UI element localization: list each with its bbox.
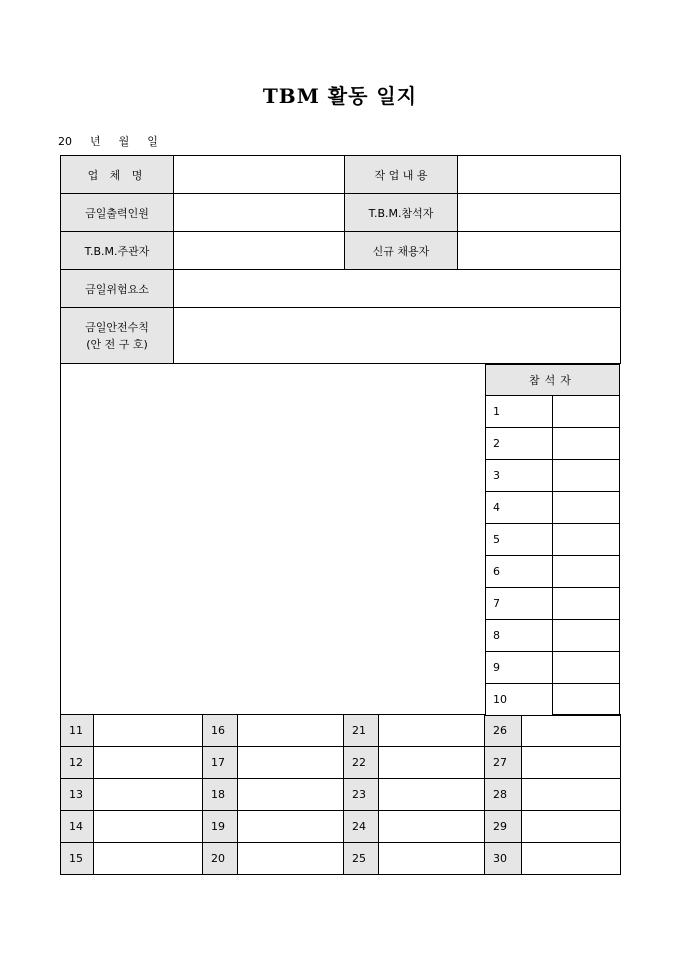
attendee-name-field[interactable] [94, 747, 203, 779]
attendee-name-field[interactable] [553, 428, 620, 460]
attendees-table [485, 364, 620, 716]
attendee-name-field[interactable] [553, 684, 620, 716]
date-month-label: 월 [118, 135, 130, 148]
attendee-name-field[interactable] [238, 747, 344, 779]
attendee-name-field[interactable] [522, 811, 621, 843]
attendee-name-field[interactable] [522, 843, 621, 875]
attendee-name-field[interactable] [553, 396, 620, 428]
attendee-name-field[interactable] [238, 811, 344, 843]
attendee-number: 16 [203, 715, 238, 747]
attendee-name-field[interactable] [94, 811, 203, 843]
risk-factors-label: 금일위험요소 [61, 270, 174, 308]
safety-rules-field[interactable] [174, 308, 621, 364]
attendee-number: 5 [486, 524, 553, 556]
attendee-name-field[interactable] [379, 811, 485, 843]
attendee-number: 6 [486, 556, 553, 588]
attendee-number: 13 [61, 779, 94, 811]
attendee-number: 11 [61, 715, 94, 747]
attendee-name-field[interactable] [94, 779, 203, 811]
attendee-name-field[interactable] [553, 492, 620, 524]
attendee-row [486, 556, 620, 588]
new-hire-label: 신규 채용자 [345, 232, 458, 270]
attendee-row [486, 652, 620, 684]
attendee-row [486, 428, 620, 460]
attendee-name-field[interactable] [553, 524, 620, 556]
attendee-name-field[interactable] [553, 460, 620, 492]
tbm-attendees-label: T.B.M.참석자 [345, 194, 458, 232]
attendee-number: 30 [485, 843, 522, 875]
attendee-name-field[interactable] [379, 715, 485, 747]
date-year-label: 년 [90, 135, 101, 148]
attendee-number: 20 [203, 843, 238, 875]
header-table [60, 155, 621, 364]
attendee-number: 29 [485, 811, 522, 843]
page-title: TBM 활동 일지 [262, 84, 418, 108]
attendee-name-field[interactable] [238, 715, 344, 747]
attendee-number: 8 [486, 620, 553, 652]
attendee-number: 17 [203, 747, 238, 779]
attendee-grid-row [61, 715, 621, 747]
work-content-field[interactable] [458, 156, 621, 194]
attendee-number: 23 [344, 779, 379, 811]
attendee-row [486, 620, 620, 652]
new-hire-field[interactable] [458, 232, 621, 270]
attendee-row [486, 684, 620, 716]
tbm-supervisor-label: T.B.M.주관자 [61, 232, 174, 270]
attendee-name-field[interactable] [522, 747, 621, 779]
attendee-number: 18 [203, 779, 238, 811]
attendee-number: 2 [486, 428, 553, 460]
safety-rules-label-line1: 금일안전수칙 [85, 320, 149, 334]
attendees-header: 참석자 [486, 365, 620, 396]
attendee-name-field[interactable] [238, 843, 344, 875]
attendee-number: 22 [344, 747, 379, 779]
attendee-number: 25 [344, 843, 379, 875]
attendee-name-field[interactable] [379, 779, 485, 811]
attendee-name-field[interactable] [379, 747, 485, 779]
attendee-name-field[interactable] [379, 843, 485, 875]
attendee-number: 21 [344, 715, 379, 747]
attendee-name-field[interactable] [238, 779, 344, 811]
attendee-name-field[interactable] [522, 779, 621, 811]
attendee-name-field[interactable] [94, 715, 203, 747]
attendee-row [486, 396, 620, 428]
attendee-number: 24 [344, 811, 379, 843]
attendees-grid [60, 714, 621, 875]
attendee-number: 9 [486, 652, 553, 684]
attendee-name-field[interactable] [553, 588, 620, 620]
attendee-grid-row [61, 779, 621, 811]
attendee-number: 19 [203, 811, 238, 843]
attendee-name-field[interactable] [94, 843, 203, 875]
attendee-row [486, 460, 620, 492]
safety-rules-label [61, 308, 174, 364]
workers-count-field[interactable] [174, 194, 345, 232]
tbm-supervisor-field[interactable] [174, 232, 345, 270]
attendee-number: 12 [61, 747, 94, 779]
attendee-number: 27 [485, 747, 522, 779]
company-name-field[interactable] [174, 156, 345, 194]
attendee-number: 4 [486, 492, 553, 524]
attendee-grid-row [61, 811, 621, 843]
attendee-row [486, 524, 620, 556]
attendees-column [485, 364, 620, 716]
attendee-row [486, 492, 620, 524]
work-content-label: 작 업 내 용 [345, 156, 458, 194]
workers-count-label: 금일출력인원 [61, 194, 174, 232]
risk-factors-field[interactable] [174, 270, 621, 308]
attendee-row [486, 588, 620, 620]
date-line [58, 133, 176, 149]
attendee-number: 15 [61, 843, 94, 875]
company-name-label: 업 체 명 [61, 156, 174, 194]
attendee-name-field[interactable] [553, 556, 620, 588]
date-day-label: 일 [147, 135, 158, 148]
activity-notes-area[interactable] [60, 364, 620, 714]
tbm-form [60, 155, 620, 875]
attendee-number: 1 [486, 396, 553, 428]
attendee-grid-row [61, 747, 621, 779]
attendee-number: 3 [486, 460, 553, 492]
attendee-name-field[interactable] [553, 652, 620, 684]
attendee-name-field[interactable] [522, 715, 621, 747]
attendee-number: 28 [485, 779, 522, 811]
attendee-name-field[interactable] [553, 620, 620, 652]
attendee-number: 7 [486, 588, 553, 620]
tbm-attendees-field[interactable] [458, 194, 621, 232]
attendee-number: 10 [486, 684, 553, 716]
attendee-grid-row [61, 843, 621, 875]
safety-rules-label-line2: (안 전 구 호) [86, 337, 148, 351]
date-year-prefix: 20 [58, 135, 72, 148]
attendee-number: 26 [485, 715, 522, 747]
attendee-number: 14 [61, 811, 94, 843]
